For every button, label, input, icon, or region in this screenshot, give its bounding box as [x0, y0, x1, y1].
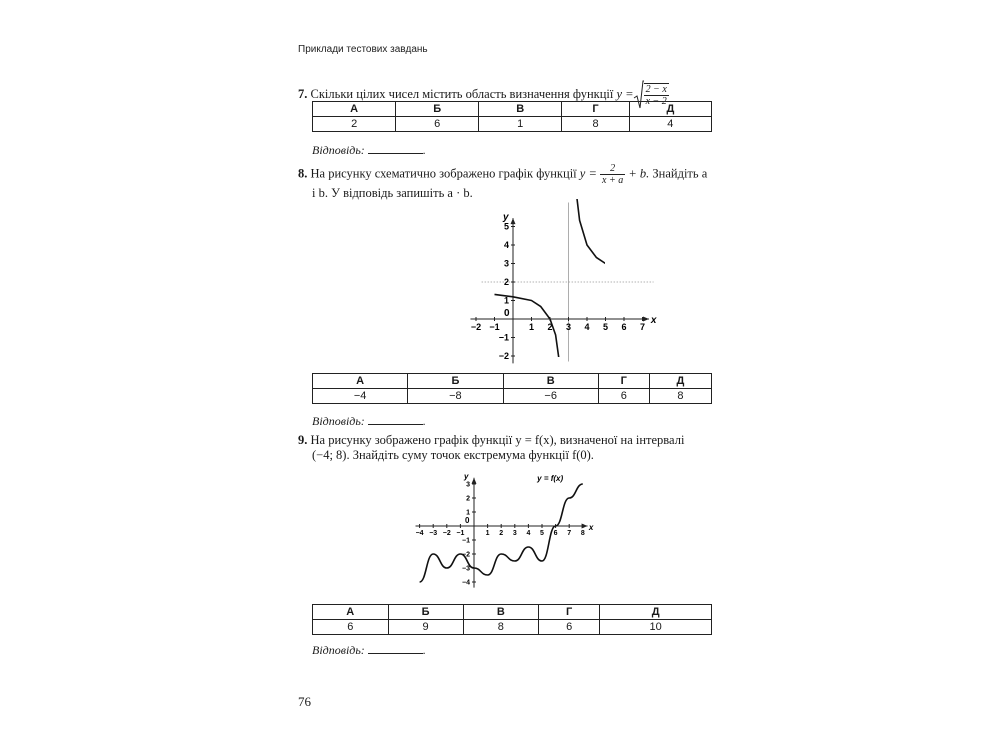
- answer-suffix: .: [422, 143, 426, 157]
- table-header-row: [313, 605, 712, 620]
- option-a-value: 6: [313, 620, 389, 635]
- y-tick-label: 2: [503, 277, 509, 287]
- x-tick-label: −1: [489, 322, 500, 332]
- function-chart: [402, 462, 610, 594]
- y-axis-arrow: [472, 478, 477, 484]
- task-number: 8.: [298, 166, 308, 181]
- x-tick-label: 1: [528, 322, 535, 332]
- fraction: [600, 163, 625, 186]
- hyperbola-chart: [405, 197, 657, 367]
- answer-table-8: [312, 373, 712, 404]
- origin-label: 0: [504, 308, 510, 319]
- x-tick-label: −2: [442, 530, 451, 537]
- answer-table-7: [312, 101, 712, 132]
- page-number: 76: [298, 694, 311, 709]
- x-tick-label: 4: [526, 530, 531, 537]
- y-tick-label: −1: [498, 332, 509, 343]
- option-b-header: Б: [396, 102, 479, 117]
- x-tick-label: 7: [567, 530, 572, 537]
- answer-label: Відповідь:: [312, 143, 365, 157]
- y-tick-label: 5: [503, 221, 509, 232]
- y-tick-label: 3: [466, 481, 470, 489]
- y-axis-label: y: [464, 472, 469, 482]
- y-tick-label: 3: [503, 258, 509, 269]
- fraction-denominator: x + a: [602, 175, 624, 186]
- y-tick-label: 2: [466, 495, 470, 503]
- option-v-header: В: [479, 102, 562, 117]
- fraction-numerator: 2: [600, 163, 625, 175]
- option-b-value: 9: [388, 620, 463, 635]
- answer-table-9: [312, 604, 712, 635]
- task-text: Скільки цілих чисел містить область визначення функції: [310, 86, 614, 101]
- curve-right-branch: [576, 190, 646, 274]
- option-a-value: −4: [313, 389, 408, 404]
- x-tick-label: 3: [512, 530, 517, 537]
- x-axis-label: x: [588, 523, 594, 532]
- table-value-row: [313, 389, 712, 404]
- option-g-value: 8: [562, 117, 629, 132]
- answer-blank[interactable]: [368, 643, 423, 654]
- table-header-row: [313, 102, 712, 117]
- task-text: На рисунку зображено графік функції y = f(x), визначеної на інтервалі: [310, 433, 685, 447]
- y-axis-label: y: [503, 212, 509, 224]
- x-axis-label: x: [650, 315, 657, 326]
- x-tick-label: 4: [584, 322, 590, 332]
- table-value-row: [313, 117, 712, 132]
- option-v-header: В: [463, 605, 539, 620]
- y-tick-label: −1: [462, 537, 470, 545]
- answer-label: Відповідь:: [312, 414, 365, 428]
- option-a-header: А: [313, 605, 389, 620]
- y-tick-label: −4: [462, 579, 470, 587]
- page-header: Приклади тестових завдань: [298, 44, 428, 55]
- option-d-header: Д: [600, 605, 712, 620]
- option-a-value: 2: [313, 117, 396, 132]
- y-tick-label: 1: [503, 295, 509, 306]
- task-number: 9.: [298, 433, 308, 447]
- x-tick-label: −1: [456, 530, 465, 537]
- formula-lhs: y =: [579, 166, 597, 181]
- fraction-denominator: x − 2: [645, 96, 667, 107]
- y-axis-arrow: [511, 218, 516, 224]
- option-g-header: Г: [598, 374, 649, 389]
- origin-label: 0: [465, 516, 470, 525]
- answer-line-9: [312, 643, 426, 658]
- option-b-value: 6: [396, 117, 479, 132]
- task-number: 7.: [298, 86, 308, 101]
- option-b-header: Б: [388, 605, 463, 620]
- option-a-header: А: [313, 102, 396, 117]
- answer-line-7: [312, 143, 426, 158]
- option-d-header: Д: [629, 102, 711, 117]
- x-tick-label: −2: [470, 322, 482, 332]
- table-value-row: [313, 620, 712, 635]
- option-v-value: 8: [463, 620, 539, 635]
- option-g-header: Г: [562, 102, 629, 117]
- x-tick-label: 5: [602, 322, 609, 332]
- y-tick-label: 1: [466, 509, 470, 517]
- x-tick-label: −4: [415, 530, 424, 537]
- x-axis-arrow: [643, 317, 649, 322]
- task-text: На рисунку схематично зображено графік функції: [310, 166, 577, 181]
- task-text-b: (−4; 8). Знайдіть суму точок екстремума функції f(0).: [312, 448, 594, 462]
- option-g-header: Г: [539, 605, 600, 620]
- option-d-value: 10: [600, 620, 712, 635]
- option-d-header: Д: [649, 374, 711, 389]
- x-tick-label: 8: [580, 530, 585, 537]
- option-a-header: А: [313, 374, 408, 389]
- formula-tail: + b.: [628, 166, 650, 181]
- y-tick-label: −2: [462, 551, 470, 559]
- x-tick-label: 2: [547, 322, 553, 332]
- y-tick-label: −2: [498, 351, 509, 361]
- option-d-value: 8: [649, 389, 711, 404]
- y-tick-label: −3: [462, 565, 470, 573]
- option-b-header: Б: [408, 374, 503, 389]
- x-tick-label: 3: [565, 322, 572, 332]
- answer-blank[interactable]: [368, 143, 423, 154]
- task-8: [298, 163, 718, 201]
- answer-label: Відповідь:: [312, 643, 365, 657]
- x-tick-label: −3: [429, 530, 438, 537]
- option-v-header: В: [503, 374, 598, 389]
- option-v-value: 1: [479, 117, 562, 132]
- answer-suffix: .: [422, 643, 426, 657]
- table-header-row: [313, 374, 712, 389]
- x-tick-label: 1: [485, 530, 490, 537]
- answer-blank[interactable]: [368, 414, 423, 425]
- x-tick-label: 6: [553, 530, 558, 537]
- option-g-value: 6: [598, 389, 649, 404]
- task-9: [298, 433, 712, 463]
- x-tick-label: 7: [639, 322, 646, 332]
- x-tick-label: 5: [540, 530, 544, 537]
- formula-lhs: y =: [616, 86, 634, 101]
- curve-label: y = f(x): [537, 474, 564, 484]
- option-g-value: 6: [539, 620, 600, 635]
- fraction-numerator: 2 − x: [645, 84, 667, 95]
- option-v-value: −6: [503, 389, 598, 404]
- answer-suffix: .: [422, 414, 426, 428]
- x-tick-label: 6: [621, 322, 627, 332]
- task-text-c: і b. У відповідь запишіть a · b.: [312, 186, 473, 200]
- option-b-value: −8: [408, 389, 503, 404]
- option-d-value: 4: [629, 117, 711, 132]
- x-tick-label: 2: [499, 530, 504, 537]
- task-text-b: Знайдіть a: [652, 166, 708, 181]
- answer-line-8: [312, 414, 426, 429]
- y-tick-label: 4: [503, 240, 509, 250]
